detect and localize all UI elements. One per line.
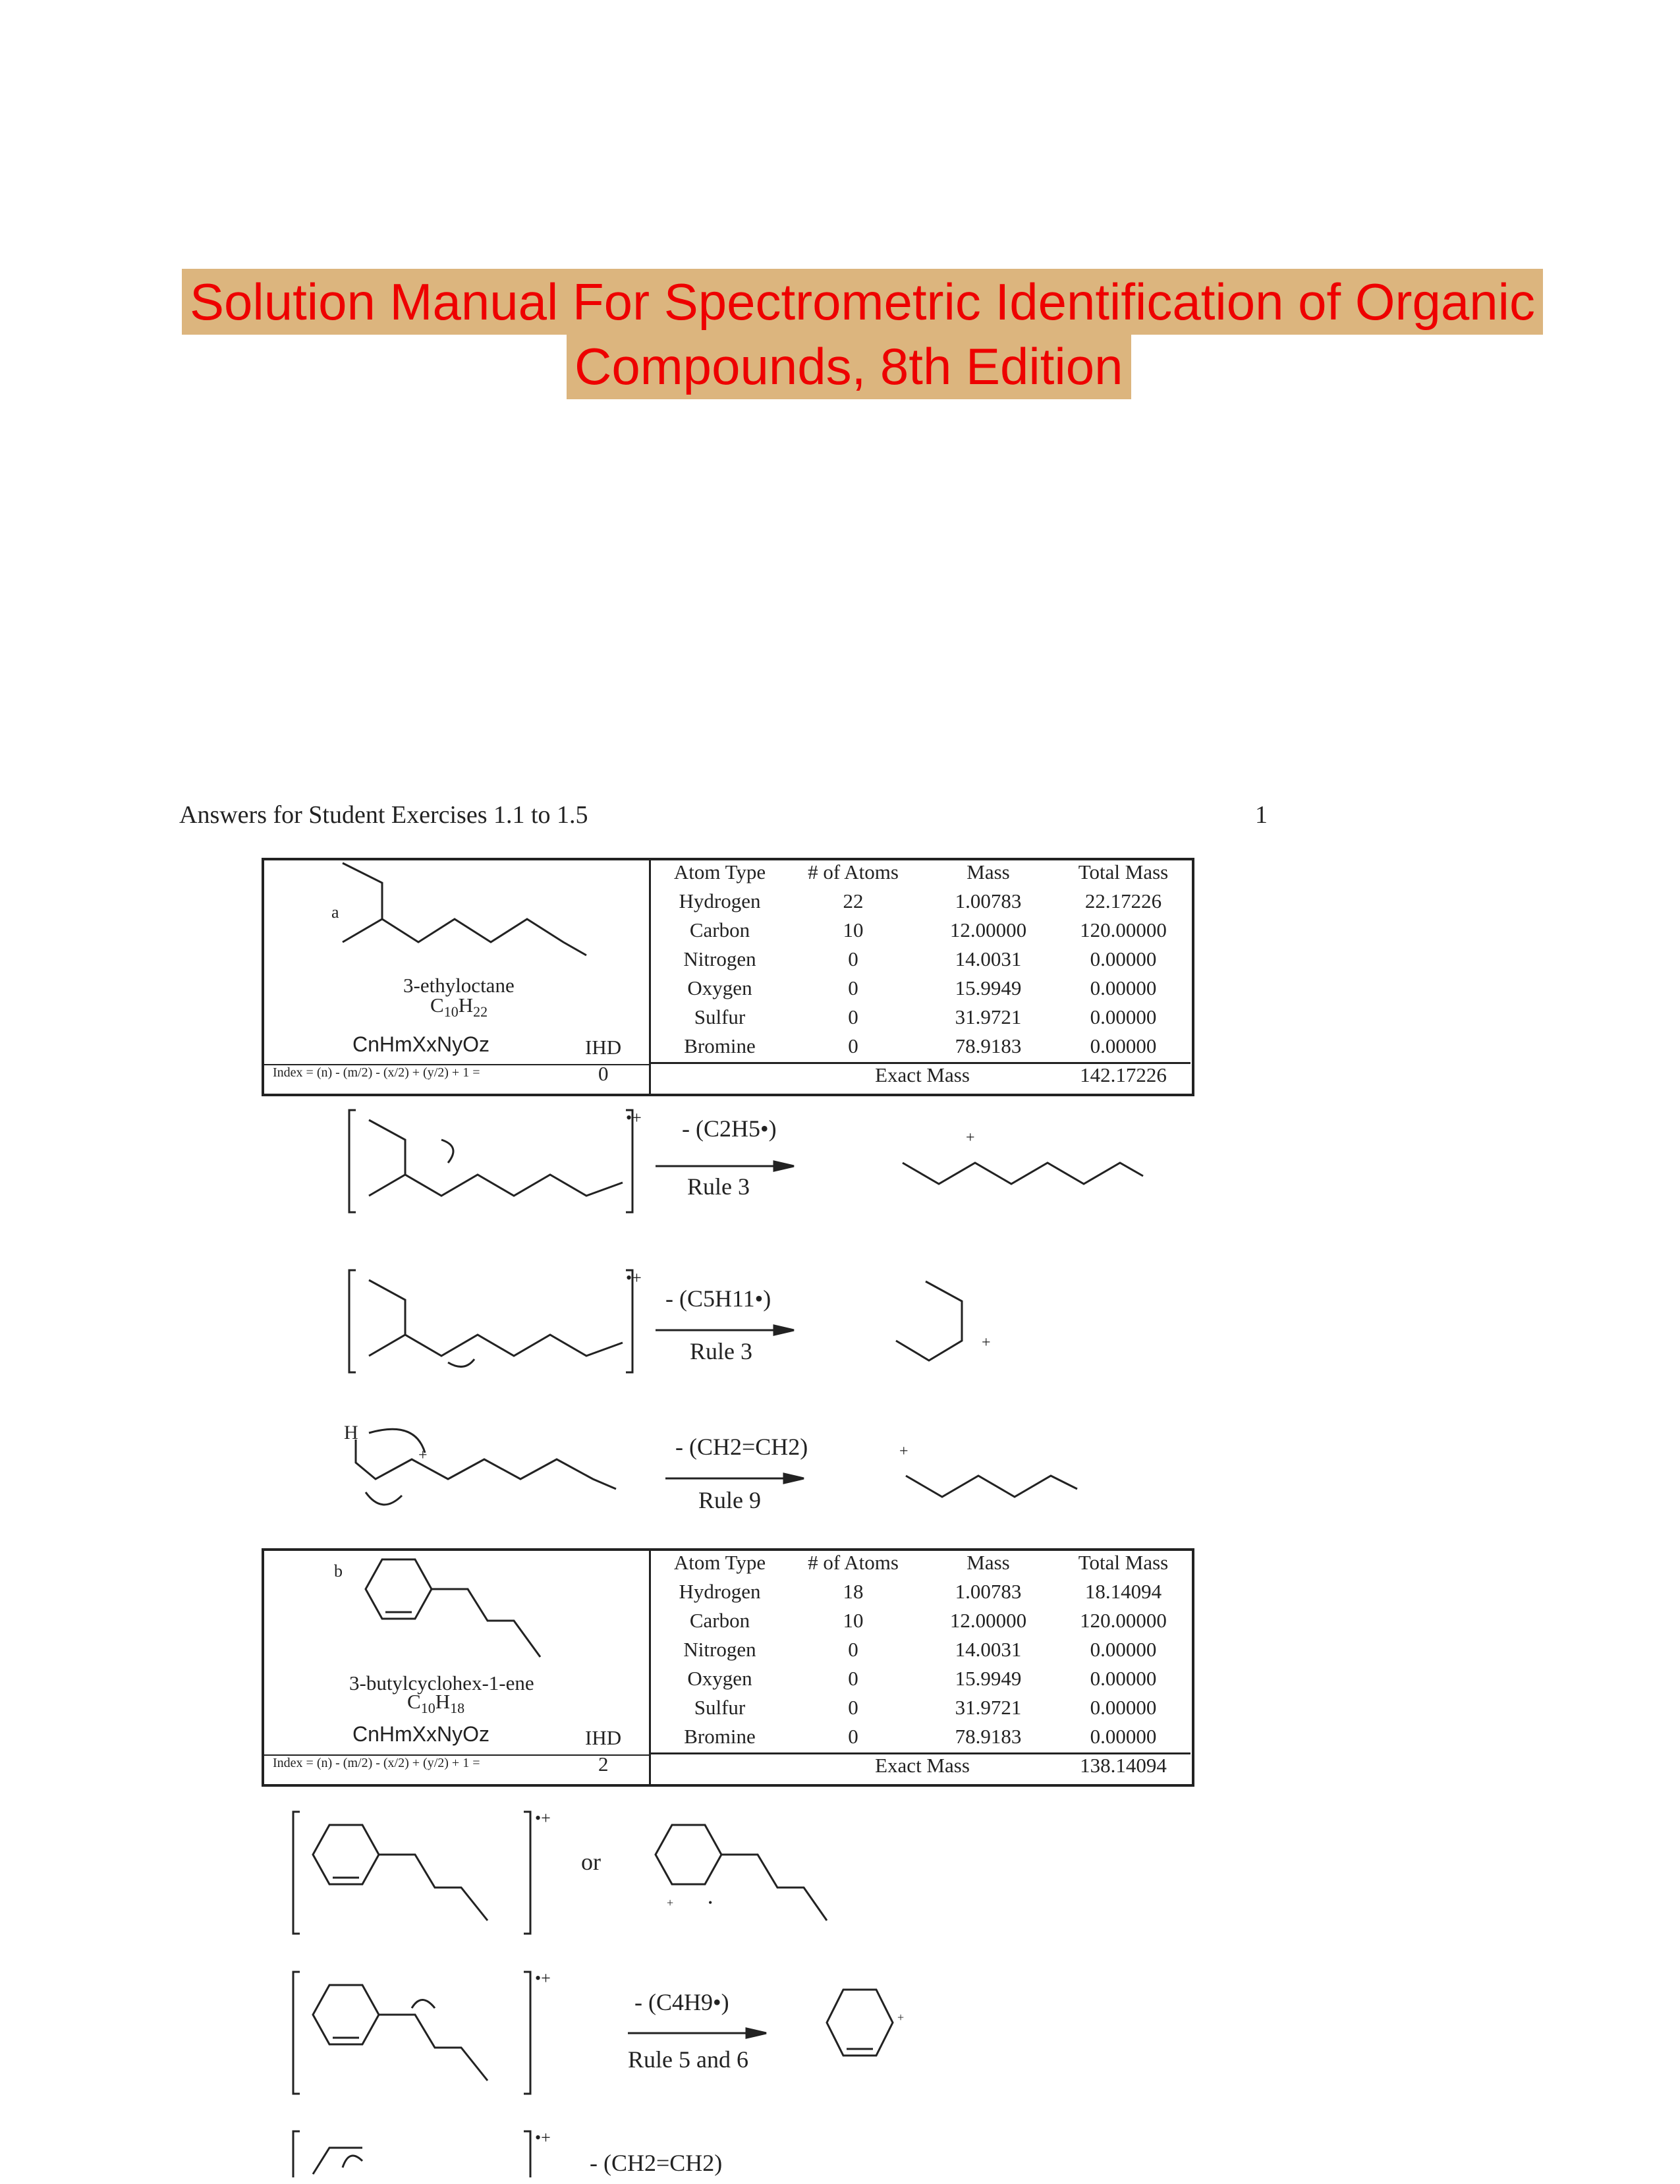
compound-b-general-formula: CnHmXxNyOz xyxy=(352,1722,490,1746)
compound-a-ihd-label: IHD xyxy=(585,1036,622,1059)
resonance-form-2-radical: • xyxy=(708,1896,713,1909)
reaction-1-product-charge: + xyxy=(966,1129,975,1146)
table-row: Bromine 0 78.9183 0.00000 xyxy=(684,1034,1157,1057)
reaction-2-product-charge: + xyxy=(982,1334,991,1351)
reaction-4-product-charge: + xyxy=(897,2011,905,2024)
compound-b-formula: $C_{10}H_{18}$ xyxy=(407,1690,465,1717)
compound-b-divider xyxy=(649,1548,651,1784)
reaction-5-charge: •+ xyxy=(535,2128,551,2147)
reaction-1-arrow xyxy=(656,1160,794,1173)
compound-a-formula: $C_{10}H_{22}$ xyxy=(430,994,488,1021)
or-label: or xyxy=(581,1849,601,1875)
reaction-4-loss: - (C4H9•) xyxy=(634,1989,729,2015)
reaction-4-arrow xyxy=(628,2027,766,2040)
document-title-line-1: Solution Manual For Spectrometric Identification of Organic xyxy=(182,269,1543,335)
document-title-line-2: Compounds, 8th Edition xyxy=(567,333,1131,399)
resonance-form-2-charge: + xyxy=(667,1896,674,1909)
col-total-mass: Total Mass xyxy=(1078,860,1169,883)
table-row: Sulfur 0 31.9721 0.00000 xyxy=(694,1005,1157,1028)
compound-a-table xyxy=(652,858,1189,1090)
table-row: Hydrogen 18 1.00783 18.14094 xyxy=(679,1580,1162,1603)
table-row: Hydrogen 22 1.00783 22.17226 xyxy=(679,889,1162,912)
compound-b-name: 3-butylcyclohex-1-ene xyxy=(349,1671,534,1694)
col-atom-count: # of Atoms xyxy=(808,1551,899,1574)
reaction-4-product xyxy=(817,1986,916,2065)
reaction-1-loss: - (C2H5•) xyxy=(682,1115,777,1142)
compound-a-general-formula: CnHmXxNyOz xyxy=(352,1032,490,1056)
reaction-3-product xyxy=(906,1463,1104,1515)
reaction-1-charge: •+ xyxy=(626,1108,642,1127)
reaction-3-loss: - (CH2=CH2) xyxy=(675,1434,808,1460)
reaction-5-reactant xyxy=(293,2131,530,2184)
compound-b-table xyxy=(652,1548,1189,1780)
reaction-3-product-charge: + xyxy=(899,1443,909,1460)
compound-b-ihd-label: IHD xyxy=(585,1726,622,1749)
exact-mass-row: Exact Mass 142.17226 xyxy=(875,1063,1167,1086)
col-mass: Mass xyxy=(966,860,1010,883)
section-header: Answers for Student Exercises 1.1 to 1.5 xyxy=(179,801,588,829)
reaction-3-arrow xyxy=(665,1472,804,1485)
reaction-1-product xyxy=(903,1143,1153,1196)
page-number: 1 xyxy=(1255,801,1268,829)
compound-a-name: 3-ethyloctane xyxy=(403,974,515,997)
col-atom-type: Atom Type xyxy=(673,860,766,883)
compound-a-divider xyxy=(649,858,651,1094)
resonance-form-1-charge: •+ xyxy=(535,1808,551,1828)
compound-b-letter: b xyxy=(334,1561,343,1581)
compound-a-letter: a xyxy=(331,903,339,922)
reaction-4-reactant xyxy=(293,1972,530,2094)
table-row: Oxygen 0 15.9949 0.00000 xyxy=(687,976,1157,999)
table-row: Sulfur 0 31.9721 0.00000 xyxy=(694,1696,1157,1719)
table-row: Nitrogen 0 14.0031 0.00000 xyxy=(683,947,1157,970)
reaction-3-reactant-charge: + xyxy=(418,1447,428,1464)
exact-mass-row: Exact Mass 138.14094 xyxy=(875,1754,1167,1777)
table-row: Carbon 10 12.00000 120.00000 xyxy=(689,1609,1167,1632)
reaction-2-reactant xyxy=(349,1270,632,1376)
reaction-2-rule: Rule 3 xyxy=(690,1338,752,1364)
resonance-form-1 xyxy=(293,1812,530,1934)
col-atom-count: # of Atoms xyxy=(808,860,899,883)
col-mass: Mass xyxy=(966,1551,1010,1574)
reaction-3-rule: Rule 9 xyxy=(698,1487,761,1513)
reaction-1-rule: Rule 3 xyxy=(687,1173,750,1200)
reaction-2-loss: - (C5H11•) xyxy=(665,1285,771,1312)
reaction-3-hydrogen: H xyxy=(344,1422,358,1443)
reaction-2-product xyxy=(912,1275,1005,1360)
compound-b-ihd-value: 2 xyxy=(598,1752,609,1776)
table-row: Carbon 10 12.00000 120.00000 xyxy=(689,918,1167,941)
table-row: Nitrogen 0 14.0031 0.00000 xyxy=(683,1638,1157,1661)
reaction-2-arrow xyxy=(656,1324,794,1337)
compound-a-structure xyxy=(343,876,606,982)
table-row: Oxygen 0 15.9949 0.00000 xyxy=(687,1667,1157,1690)
reaction-2-charge: •+ xyxy=(626,1268,642,1287)
compound-b-structure xyxy=(349,1552,567,1677)
compound-a-index-formula: Index = (n) - (m/2) - (x/2) + (y/2) + 1 = xyxy=(273,1065,480,1080)
col-atom-type: Atom Type xyxy=(673,1551,766,1574)
reaction-5-loss: - (CH2=CH2) xyxy=(590,2150,723,2176)
compound-a-ihd-value: 0 xyxy=(598,1062,609,1085)
reaction-3-reactant xyxy=(349,1423,613,1522)
compound-b-index-formula: Index = (n) - (m/2) - (x/2) + (y/2) + 1 = xyxy=(273,1756,480,1770)
reaction-4-charge: •+ xyxy=(535,1969,551,1988)
table-row: Bromine 0 78.9183 0.00000 xyxy=(684,1725,1157,1748)
col-total-mass: Total Mass xyxy=(1078,1551,1169,1574)
reaction-4-rule: Rule 5 and 6 xyxy=(628,2046,748,2073)
reaction-1-reactant xyxy=(349,1110,632,1216)
